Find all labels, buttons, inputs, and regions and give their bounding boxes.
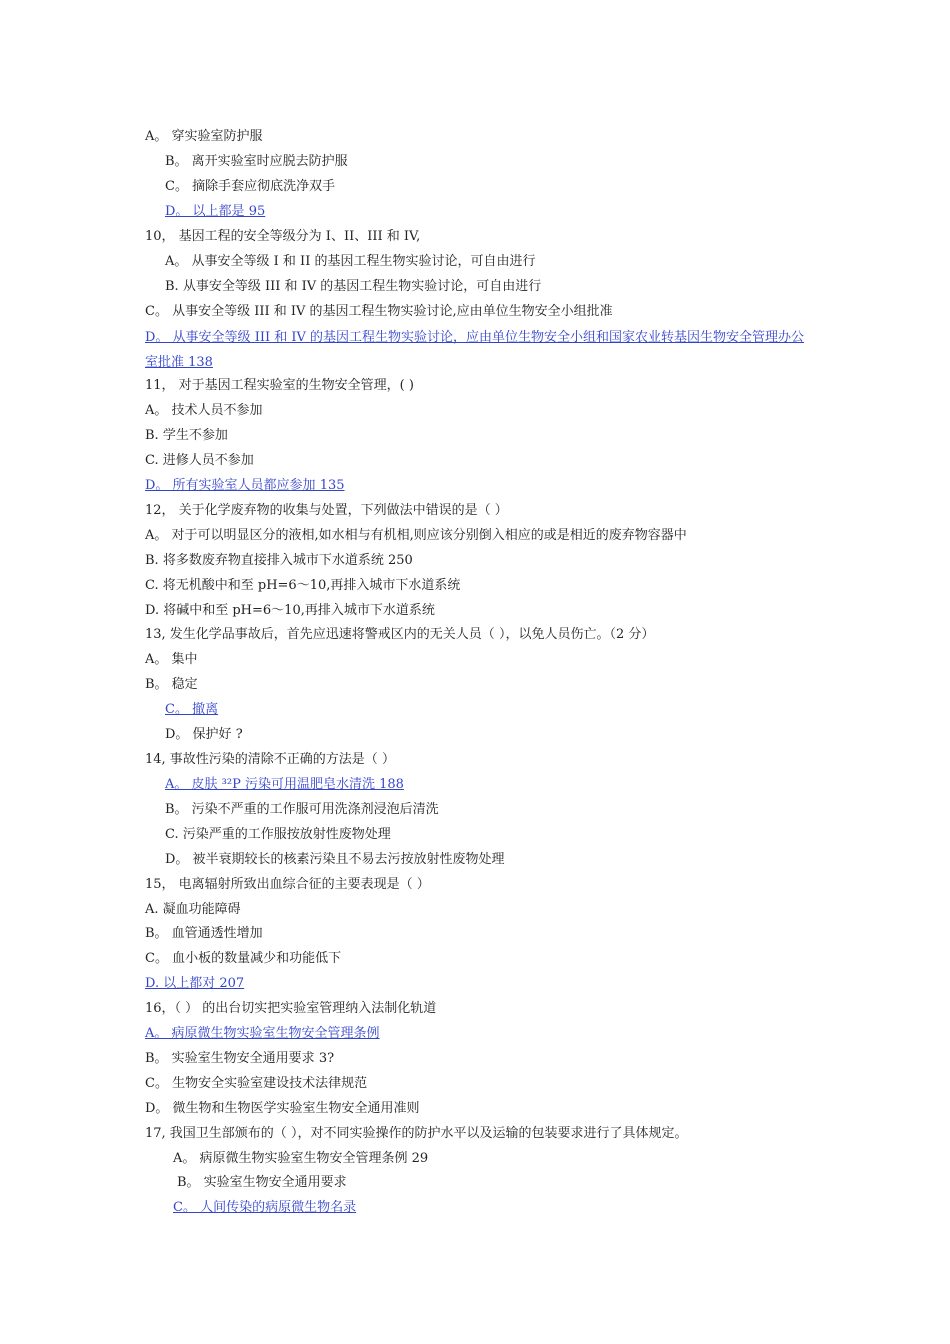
answer-line: C。 人间传染的病原微生物名录 (173, 1200, 357, 1215)
option-line: B。 实验室生物安全通用要求 (177, 1175, 347, 1190)
option-line: A。 对于可以明显区分的液相,如水相与有机相,则应该分别倒入相应的或是相近的废弃物容器中 (145, 528, 687, 543)
option-line: D。 保护好 ? (165, 727, 243, 742)
option-line: C。 血小板的数量减少和功能低下 (145, 951, 342, 966)
answer-line: A。 皮肤 ³²P 污染可用温肥皂水清洗 188 (165, 777, 404, 792)
option-line: B。 稳定 (145, 677, 198, 692)
answer-line: A。 病原微生物实验室生物安全管理条例 (145, 1026, 380, 1041)
option-line: B. 学生不参加 (145, 428, 228, 443)
question-line: 13, 发生化学品事故后，首先应迅速将警戒区内的无关人员（ ），以免人员伤亡。（2 分） (145, 627, 655, 642)
answer-line: D。 所有实验室人员都应参加 135 (145, 478, 345, 493)
question-line: 16，（ ） 的出台切实把实验室管理纳入法制化轨道 (145, 1001, 437, 1016)
option-line: D。 被半衰期较长的核素污染且不易去污按放射性废物处理 (165, 852, 505, 867)
option-line: C. 进修人员不参加 (145, 453, 254, 468)
option-line: D. 将碱中和至 pH=6～10,再排入城市下水道系统 (145, 603, 435, 618)
option-line: B。 离开实验室时应脱去防护服 (165, 154, 348, 169)
option-line: A。 集中 (145, 652, 198, 667)
option-line: B。 污染不严重的工作服可用洗涤剂浸泡后清洗 (165, 802, 439, 817)
question-line: 10， 基因工程的安全等级分为 I、II、III 和 IV, (145, 229, 421, 244)
option-line: A. 凝血功能障碍 (145, 902, 241, 917)
option-line: C. 将无机酸中和至 pH=6～10,再排入城市下水道系统 (145, 578, 461, 593)
question-line: 12， 关于化学废弃物的收集与处置，下列做法中错误的是（ ） (145, 503, 508, 518)
question-line: 15， 电离辐射所致出血综合征的主要表现是（ ） (145, 877, 430, 892)
option-line: B. 从事安全等级 III 和 IV 的基因工程生物实验讨论，可自由进行 (165, 279, 542, 294)
option-line: B。 实验室生物安全通用要求 3? (145, 1051, 335, 1066)
option-line: A。 技术人员不参加 (145, 403, 263, 418)
option-line: C. 污染严重的工作服按放射性废物处理 (165, 827, 391, 842)
answer-line: D。 以上都是 95 (165, 204, 266, 219)
option-line: B。 血管通透性增加 (145, 926, 263, 941)
option-line: C。 摘除手套应彻底洗净双手 (165, 179, 336, 194)
question-line: 14, 事故性污染的清除不正确的方法是（ ） (145, 752, 395, 767)
answer-line: C。 撤离 (165, 702, 219, 717)
option-line: C。 从事安全等级 III 和 IV 的基因工程生物实验讨论,应由单位生物安全小组批准 (145, 304, 613, 319)
question-line: 17, 我国卫生部颁布的（ ），对不同实验操作的防护水平以及运输的包装要求进行了具体规定。 (145, 1126, 688, 1141)
answer-line: D. 以上都对 207 (145, 976, 245, 991)
option-line: D。 微生物和生物医学实验室生物安全通用准则 (145, 1101, 420, 1116)
option-line: B. 将多数废弃物直接排入城市下水道系统 250 (145, 553, 413, 568)
answer-line: D。 从事安全等级 III 和 IV 的基因工程生物实验讨论，应由单位生物安全小组和国家农业转基因生物安全管理办公室批准 138 (145, 330, 805, 370)
option-line: A。 从事安全等级 I 和 II 的基因工程生物实验讨论，可自由进行 (165, 254, 536, 269)
option-line: C。 生物安全实验室建设技术法律规范 (145, 1076, 368, 1091)
question-line: 11， 对于基因工程实验室的生物安全管理，( ) (145, 378, 414, 393)
option-line: A。 病原微生物实验室生物安全管理条例 29 (173, 1151, 429, 1166)
option-line: A。 穿实验室防护服 (145, 129, 263, 144)
